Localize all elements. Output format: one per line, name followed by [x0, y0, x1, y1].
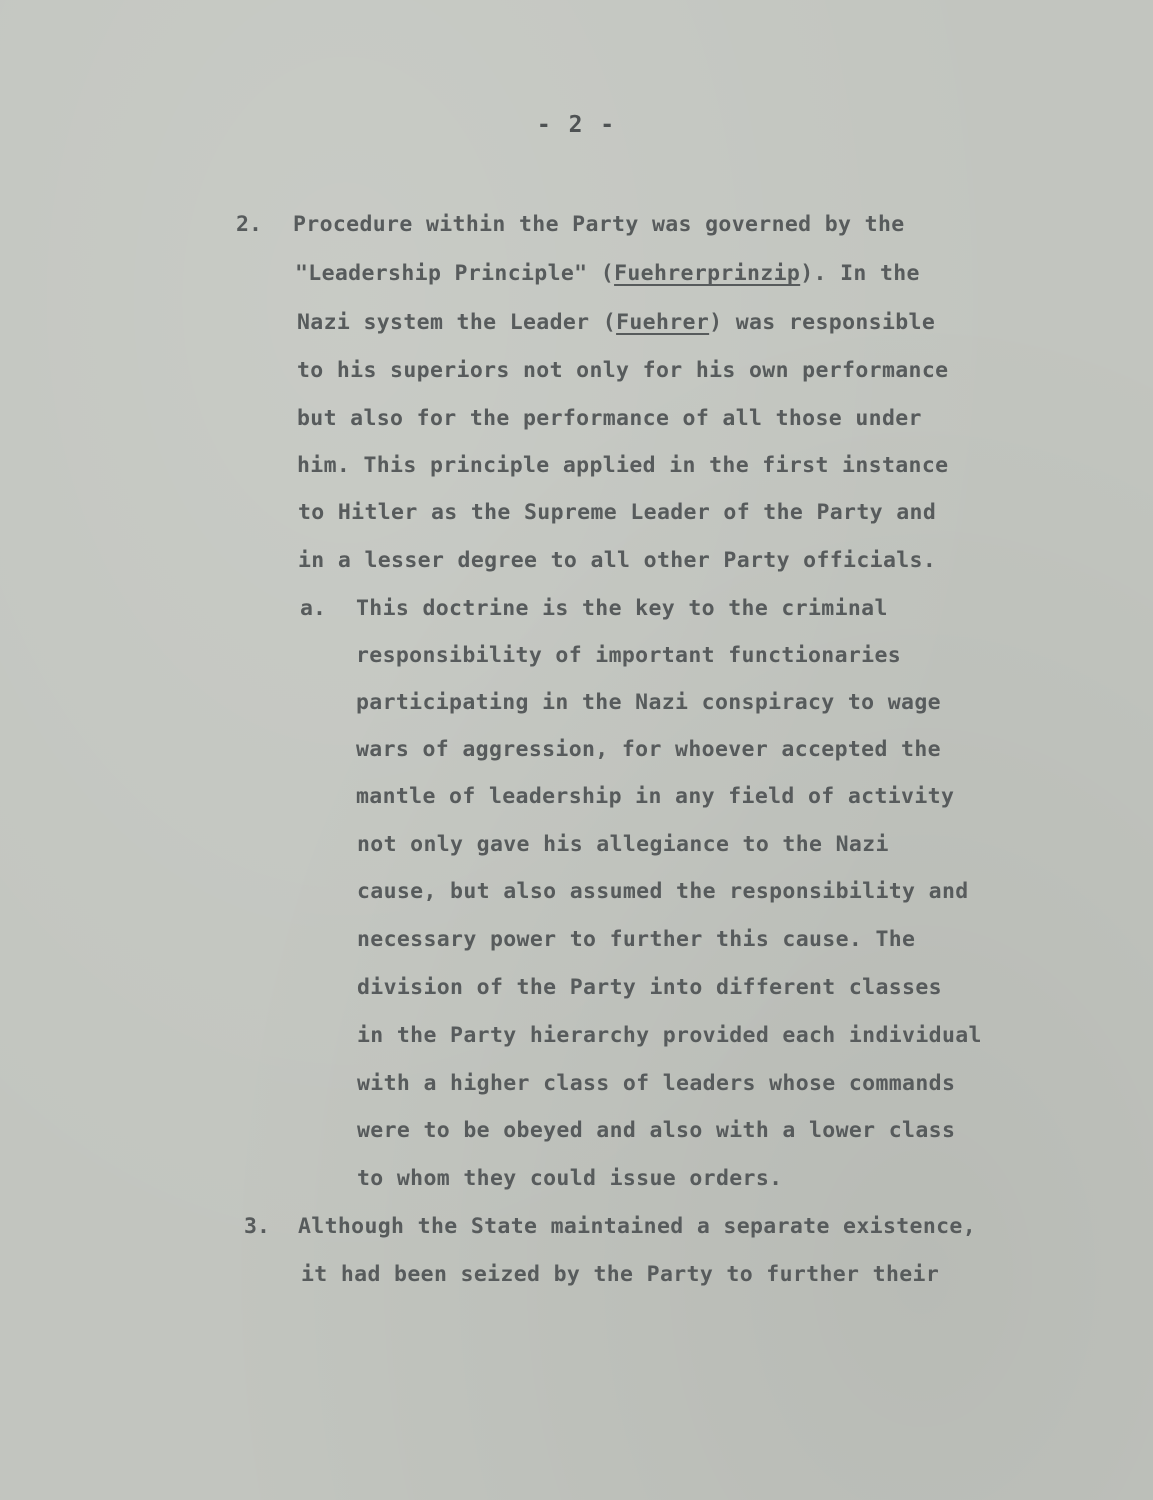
item-2-line-8: in a lesser degree to all other Party officials. — [298, 548, 937, 573]
item-2a-line-12: were to be obeyed and also with a lower class — [357, 1118, 956, 1143]
item-2-line-1: Procedure within the Party was governed by the — [293, 212, 905, 237]
item-2-line-2 — [295, 261, 920, 287]
item-2a-line-9: division of the Party into different classes — [357, 975, 942, 1000]
item-2-line-6: him. This principle applied in the first instance — [297, 453, 949, 478]
item-2a-line-8: necessary power to further this cause. The — [357, 927, 916, 952]
item-3-number: 3. — [244, 1214, 270, 1239]
item-3-line-2: it had been seized by the Party to further their — [301, 1262, 940, 1287]
page-number: - 2 - — [536, 112, 617, 138]
item-2a-line-11: with a higher class of leaders whose commands — [357, 1071, 956, 1096]
item-2a-line-5: mantle of leadership in any field of activity — [356, 784, 955, 809]
item-2a-line-7: cause, but also assumed the responsibility and — [357, 879, 969, 904]
item-2a-line-1: This doctrine is the key to the criminal — [356, 596, 888, 621]
item-2-line-7: to Hitler as the Supreme Leader of the Party and — [298, 500, 937, 525]
item-2-line-3 — [297, 310, 935, 336]
item-2a-line-2: responsibility of important functionaries — [356, 643, 902, 668]
item-3-line-1: Although the State maintained a separate existence, — [298, 1214, 976, 1239]
item-2-line-2-start: "Leadership Principle" ( — [295, 261, 615, 286]
item-2-line-3-end: ) was responsible — [709, 310, 936, 335]
item-2a-line-3: participating in the Nazi conspiracy to wage — [356, 690, 941, 715]
item-2-number: 2. — [236, 212, 262, 237]
item-2a-line-13: to whom they could issue orders. — [357, 1166, 783, 1191]
item-2a-line-6: not only gave his allegiance to the Nazi — [357, 832, 889, 857]
term-fuehrer: Fuehrer — [616, 310, 710, 335]
item-2a-line-4: wars of aggression, for whoever accepted the — [356, 737, 941, 762]
item-2a-line-10: in the Party hierarchy provided each individual — [357, 1023, 982, 1048]
term-fuehrerprinzip: Fuehrerprinzip — [614, 261, 801, 286]
item-2-line-4: to his superiors not only for his own performance — [297, 358, 949, 383]
item-2-line-3-start: Nazi system the Leader ( — [297, 310, 617, 335]
item-2-line-5: but also for the performance of all those under — [297, 406, 922, 431]
item-2-line-2-end: ). In the — [800, 261, 920, 286]
item-2a-letter: a. — [300, 596, 326, 621]
